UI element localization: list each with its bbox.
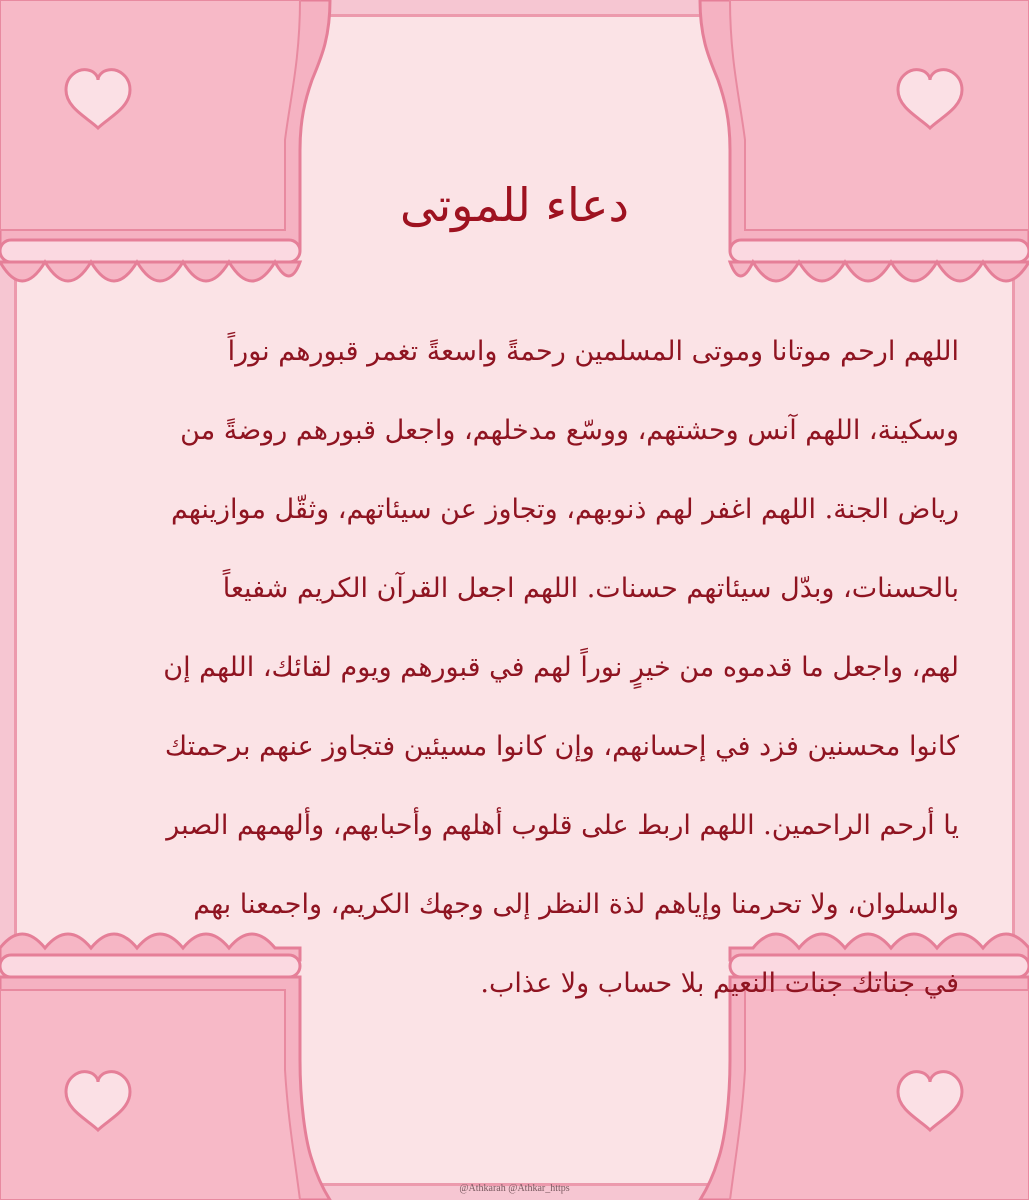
prayer-line: يا أرحم الراحمين. اللهم اربط على قلوب أهلهم وأحبابهم، وألهمهم الصبر xyxy=(166,810,959,841)
prayer-line: رياض الجنة. اللهم اغفر لهم ذنوبهم، وتجاوز عن سيئاتهم، وثقّل موازينهم xyxy=(170,494,959,525)
prayer-line: كانوا محسنين فزد في إحسانهم، وإن كانوا مسيئين فتجاوز عنهم برحمتك xyxy=(164,731,959,762)
prayer-text xyxy=(70,312,959,1023)
credit-text: @Athkarah @Athkar_https xyxy=(459,1183,570,1194)
corner-top-left xyxy=(0,0,330,281)
prayer-line: وسكينة، اللهم آنس وحشتهم، ووسّع مدخلهم، واجعل قبورهم روضةً من xyxy=(180,415,959,446)
prayer-line: والسلوان، ولا تحرمنا وإياهم لذة النظر إلى وجهك الكريم، واجمعنا بهم xyxy=(193,889,959,920)
corner-top-right xyxy=(700,0,1029,281)
prayer-line: اللهم ارحم موتانا وموتى المسلمين رحمةً واسعةً تغمر قبورهم نوراً xyxy=(227,336,959,367)
prayer-line: لهم، واجعل ما قدموه من خيرٍ نوراً لهم في قبورهم ويوم لقائك، اللهم إن xyxy=(163,652,959,683)
page-title: دعاء للموتى xyxy=(400,178,629,232)
prayer-line: في جناتك جنات النعيم بلا حساب ولا عذاب. xyxy=(480,968,959,999)
prayer-line: بالحسنات، وبدّل سيئاتهم حسنات. اللهم اجعل القرآن الكريم شفيعاً xyxy=(222,573,959,604)
